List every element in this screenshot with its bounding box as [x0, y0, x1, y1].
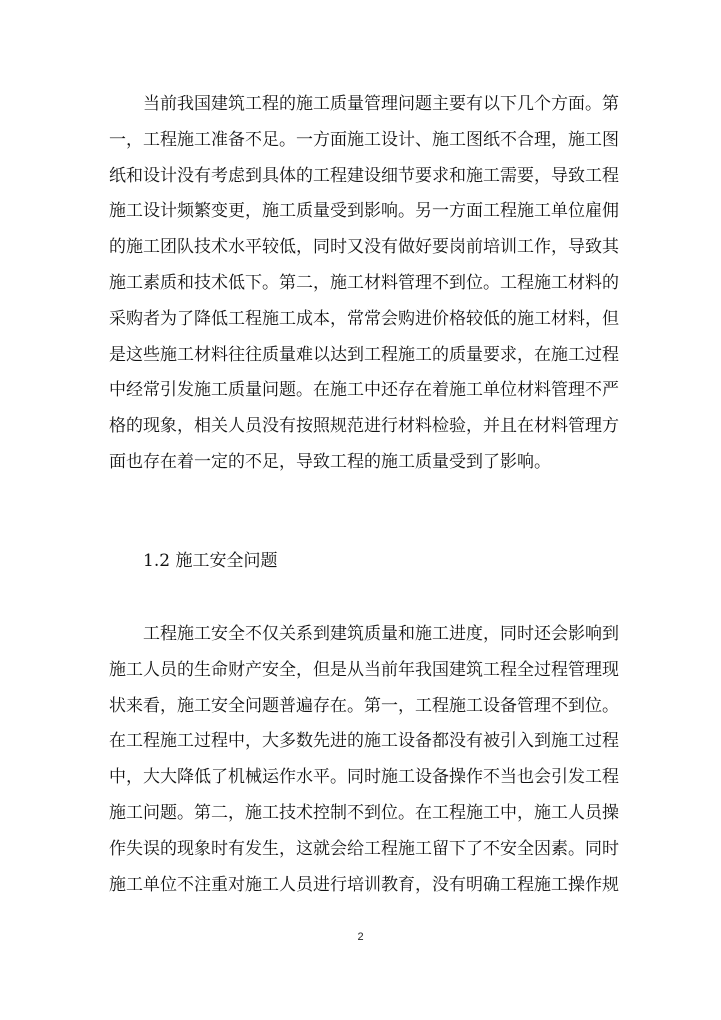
- text-line: 中经常引发施工质量问题。在施工中还存在着施工单位材料管理不严: [109, 380, 619, 401]
- text-line: 施工问题。第二，施工技术控制不到位。在工程施工中，施工人员操: [109, 802, 619, 823]
- text-line: 在工程施工过程中，大多数先进的施工设备都没有被引入到施工过程: [109, 731, 619, 752]
- text-line: 施工人员的生命财产安全，但是从当前年我国建筑工程全过程管理现: [109, 659, 619, 680]
- paragraph-construction-safety: [109, 617, 619, 903]
- text-line: 当前我国建筑工程的施工质量管理问题主要有以下几个方面。第: [109, 94, 619, 114]
- text-line: 一，工程施工准备不足。一方面施工设计、施工图纸不合理，施工图: [109, 129, 619, 150]
- text-line: 施工素质和技术低下。第二，施工材料管理不到位。工程施工材料的: [109, 272, 619, 293]
- text-line: 作失误的现象时有发生，这就会给工程施工留下了不安全因素。同时: [109, 838, 619, 859]
- text-line: 状来看，施工安全问题普遍存在。第一，工程施工设备管理不到位。: [109, 695, 619, 716]
- text-line: 面也存在着一定的不足，导致工程的施工质量受到了影响。: [109, 451, 551, 472]
- paragraph-construction-quality: [109, 87, 619, 481]
- text-line: 施工设计频繁变更，施工质量受到影响。另一方面工程施工单位雇佣: [109, 201, 619, 222]
- text-line: 工程施工安全不仅关系到建筑质量和施工进度，同时还会影响到: [109, 624, 619, 644]
- text-line: 纸和设计没有考虑到具体的工程建设细节要求和施工需要，导致工程: [109, 165, 619, 186]
- text-line: 中，大大降低了机械运作水平。同时施工设备操作不当也会引发工程: [109, 767, 619, 788]
- page-number: 2: [357, 931, 364, 943]
- section-heading: 1.2 施工安全问题: [143, 551, 278, 571]
- text-line: 的施工团队技术水平较低，同时又没有做好要岗前培训工作，导致其: [109, 237, 619, 258]
- text-line: 是这些施工材料往往质量难以达到工程施工的质量要求，在施工过程: [109, 344, 619, 365]
- text-line: 格的现象，相关人员没有按照规范进行材料检验，并且在材料管理方: [109, 416, 619, 437]
- text-line: 采购者为了降低工程施工成本，常常会购进价格较低的施工材料，但: [109, 308, 619, 329]
- text-line: 施工单位不注重对施工人员进行培训教育，没有明确工程施工操作规: [109, 874, 619, 895]
